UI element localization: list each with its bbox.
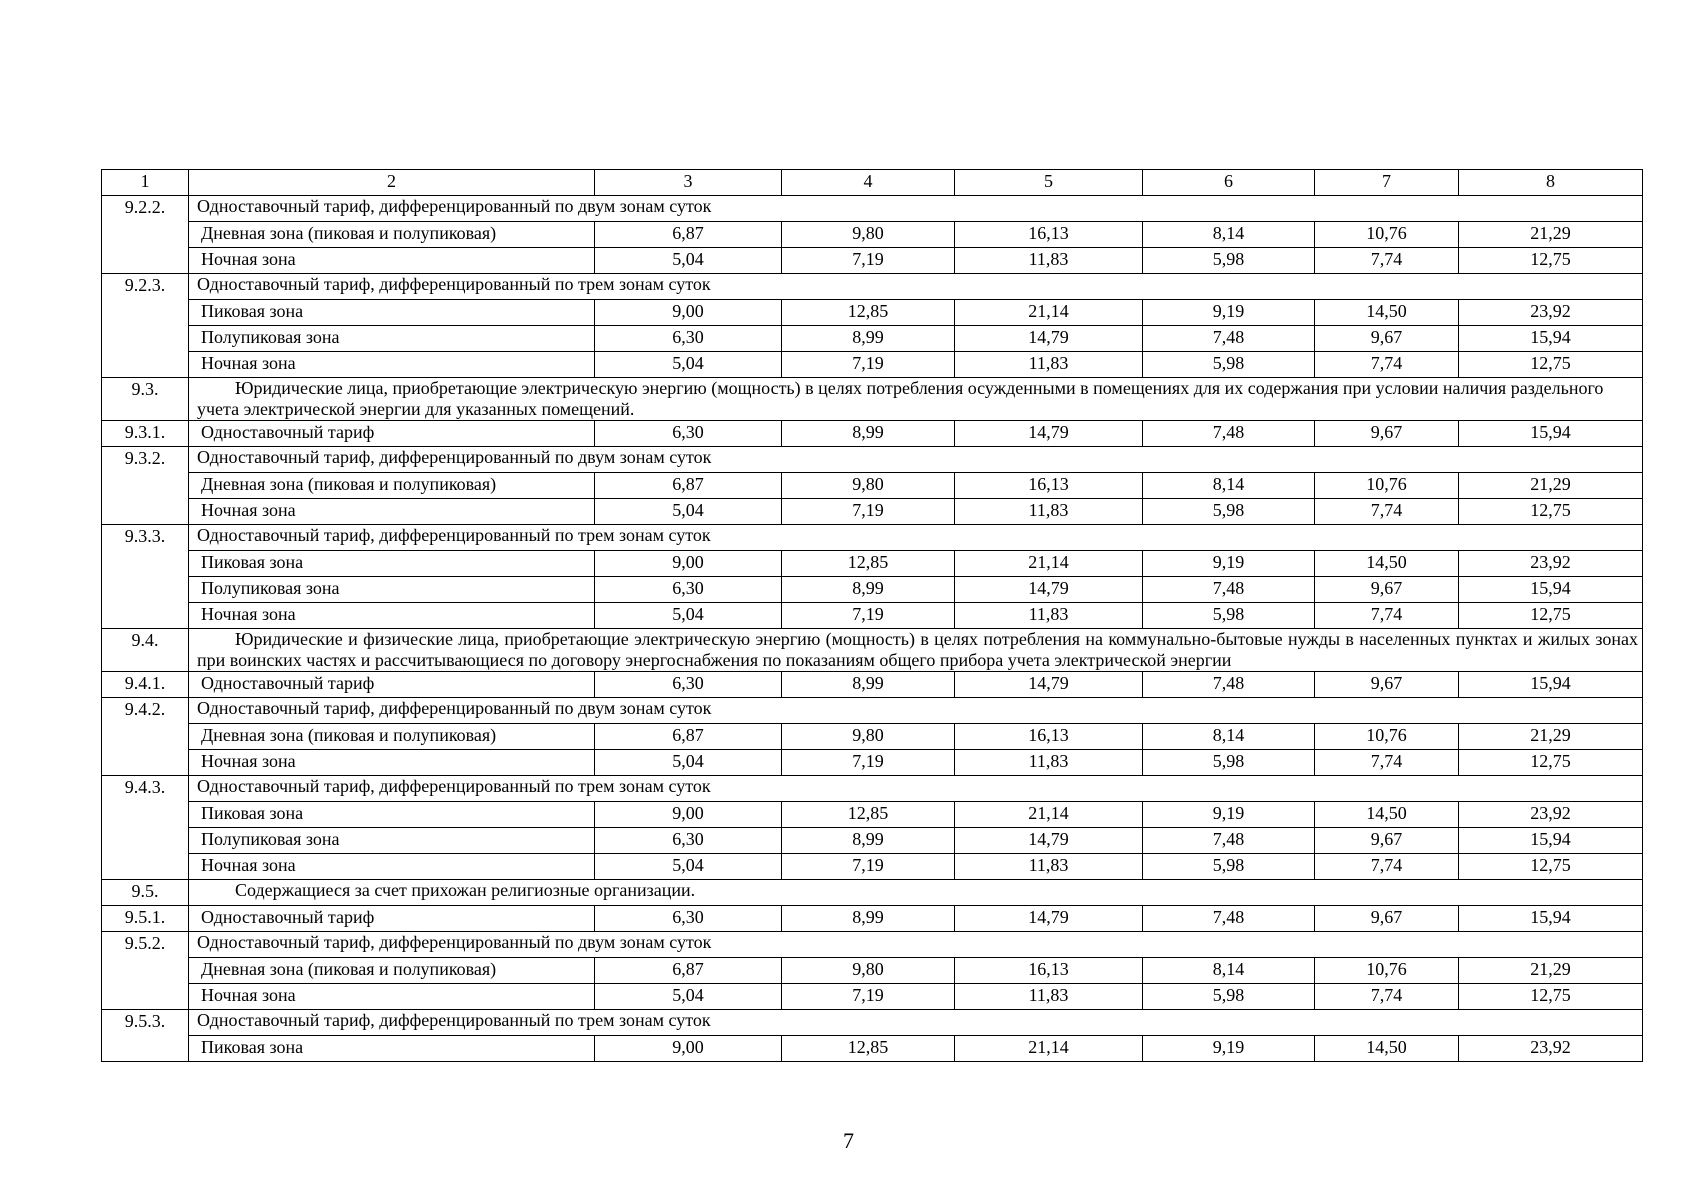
table-row (102, 828, 1643, 854)
tariff-value: 7,19 (782, 750, 955, 776)
tariff-value: 11,83 (955, 603, 1143, 629)
table-row (102, 300, 1643, 326)
tariff-table (101, 169, 1643, 1062)
row-label: Дневная зона (пиковая и полупиковая) (189, 222, 595, 248)
tariff-value: 7,74 (1315, 352, 1459, 378)
section-row (102, 196, 1643, 222)
tariff-value: 10,76 (1315, 724, 1459, 750)
tariff-value: 14,50 (1315, 551, 1459, 577)
tariff-value: 14,50 (1315, 300, 1459, 326)
table-row (102, 672, 1643, 698)
section-title: Содержащиеся за счет прихожан религиозные организации. (189, 880, 1643, 906)
table-row (102, 854, 1643, 880)
table-body (102, 196, 1643, 1062)
tariff-value: 7,48 (1143, 326, 1315, 352)
row-label: Пиковая зона (189, 802, 595, 828)
section-title: Одноставочный тариф, дифференцированный по трем зонам суток (189, 274, 1643, 300)
tariff-value: 9,19 (1143, 551, 1315, 577)
tariff-value: 6,30 (595, 421, 782, 447)
tariff-value: 5,98 (1143, 248, 1315, 274)
tariff-value: 21,14 (955, 551, 1143, 577)
tariff-value: 9,67 (1315, 421, 1459, 447)
section-title: Юридические лица, приобретающие электрическую энергию (мощность) в целях потребления осужденными в помещениях для их содержания при условии наличия раздельного учета электрической энергии для указанных помещений. (189, 378, 1643, 421)
section-code: 9.4. (102, 629, 189, 672)
tariff-value: 12,85 (782, 551, 955, 577)
section-code: 9.5. (102, 880, 189, 906)
tariff-value: 12,75 (1459, 750, 1643, 776)
tariff-value: 16,13 (955, 222, 1143, 248)
column-header: 5 (955, 170, 1143, 196)
section-row (102, 776, 1643, 802)
table-row (102, 1036, 1643, 1062)
row-label: Ночная зона (189, 499, 595, 525)
tariff-value: 16,13 (955, 724, 1143, 750)
row-label: Ночная зона (189, 352, 595, 378)
section-title: Юридические и физические лица, приобретающие электрическую энергию (мощность) в целях потребления на коммунально-бытовые нужды в населенных пунктах и жилых зонах при воинских частях и рассчитывающиеся по договору энергоснабжения по показаниям общего прибора учета электрической энергии (189, 629, 1643, 672)
table-row (102, 222, 1643, 248)
section-title: Одноставочный тариф, дифференцированный по двум зонам суток (189, 447, 1643, 473)
column-header: 3 (595, 170, 782, 196)
table-row (102, 473, 1643, 499)
tariff-value: 5,04 (595, 984, 782, 1010)
tariff-value: 8,99 (782, 577, 955, 603)
section-code: 9.4.3. (102, 776, 189, 880)
tariff-value: 9,80 (782, 473, 955, 499)
section-title: Одноставочный тариф, дифференцированный по трем зонам суток (189, 776, 1643, 802)
tariff-value: 12,85 (782, 300, 955, 326)
tariff-value: 12,75 (1459, 984, 1643, 1010)
column-header: 4 (782, 170, 955, 196)
row-code: 9.4.1. (102, 672, 189, 698)
section-title: Одноставочный тариф, дифференцированный по двум зонам суток (189, 196, 1643, 222)
tariff-value: 9,00 (595, 300, 782, 326)
section-row (102, 698, 1643, 724)
tariff-value: 12,75 (1459, 499, 1643, 525)
tariff-value: 23,92 (1459, 802, 1643, 828)
tariff-value: 14,79 (955, 906, 1143, 932)
row-label: Ночная зона (189, 750, 595, 776)
tariff-value: 9,80 (782, 958, 955, 984)
tariff-value: 7,74 (1315, 603, 1459, 629)
tariff-value: 12,75 (1459, 248, 1643, 274)
tariff-value: 7,48 (1143, 672, 1315, 698)
tariff-value: 14,79 (955, 577, 1143, 603)
tariff-value: 8,99 (782, 421, 955, 447)
tariff-value: 9,67 (1315, 326, 1459, 352)
tariff-value: 7,74 (1315, 750, 1459, 776)
section-code: 9.3.3. (102, 525, 189, 629)
row-code: 9.5.1. (102, 906, 189, 932)
tariff-value: 9,67 (1315, 672, 1459, 698)
tariff-value: 7,19 (782, 603, 955, 629)
tariff-value: 6,87 (595, 473, 782, 499)
tariff-value: 6,30 (595, 906, 782, 932)
tariff-value: 12,85 (782, 802, 955, 828)
tariff-value: 14,79 (955, 828, 1143, 854)
tariff-value: 9,00 (595, 802, 782, 828)
tariff-value: 9,00 (595, 1036, 782, 1062)
row-label: Пиковая зона (189, 1036, 595, 1062)
row-label: Одноставочный тариф (189, 672, 595, 698)
row-label: Одноставочный тариф (189, 906, 595, 932)
tariff-value: 5,04 (595, 352, 782, 378)
section-title: Одноставочный тариф, дифференцированный по двум зонам суток (189, 932, 1643, 958)
column-header: 7 (1315, 170, 1459, 196)
row-label: Ночная зона (189, 854, 595, 880)
table-row (102, 906, 1643, 932)
tariff-value: 11,83 (955, 984, 1143, 1010)
table-row (102, 984, 1643, 1010)
tariff-value: 10,76 (1315, 473, 1459, 499)
tariff-value: 10,76 (1315, 958, 1459, 984)
tariff-value: 14,50 (1315, 1036, 1459, 1062)
tariff-value: 15,94 (1459, 421, 1643, 447)
tariff-value: 5,04 (595, 603, 782, 629)
tariff-value: 9,19 (1143, 1036, 1315, 1062)
tariff-value: 14,79 (955, 326, 1143, 352)
table-row (102, 248, 1643, 274)
table-row (102, 577, 1643, 603)
tariff-value: 9,00 (595, 551, 782, 577)
tariff-value: 5,98 (1143, 750, 1315, 776)
tariff-value: 5,04 (595, 854, 782, 880)
tariff-value: 8,14 (1143, 473, 1315, 499)
section-code: 9.2.3. (102, 274, 189, 378)
section-row (102, 378, 1643, 421)
section-row (102, 447, 1643, 473)
column-header: 6 (1143, 170, 1315, 196)
tariff-value: 15,94 (1459, 672, 1643, 698)
tariff-value: 5,98 (1143, 603, 1315, 629)
row-label: Пиковая зона (189, 551, 595, 577)
tariff-value: 5,04 (595, 248, 782, 274)
header-row (102, 170, 1643, 196)
tariff-value: 23,92 (1459, 551, 1643, 577)
table-row (102, 802, 1643, 828)
row-label: Полупиковая зона (189, 577, 595, 603)
tariff-value: 9,67 (1315, 828, 1459, 854)
section-code: 9.4.2. (102, 698, 189, 776)
tariff-value: 21,14 (955, 300, 1143, 326)
tariff-value: 15,94 (1459, 906, 1643, 932)
table-row (102, 499, 1643, 525)
row-label: Дневная зона (пиковая и полупиковая) (189, 724, 595, 750)
row-label: Дневная зона (пиковая и полупиковая) (189, 473, 595, 499)
table-row (102, 750, 1643, 776)
tariff-value: 12,75 (1459, 854, 1643, 880)
tariff-value: 14,50 (1315, 802, 1459, 828)
table-row (102, 421, 1643, 447)
table-row (102, 724, 1643, 750)
tariff-value: 9,67 (1315, 577, 1459, 603)
row-label: Пиковая зона (189, 300, 595, 326)
row-code: 9.3.1. (102, 421, 189, 447)
row-label: Ночная зона (189, 248, 595, 274)
tariff-value: 11,83 (955, 248, 1143, 274)
tariff-value: 9,67 (1315, 906, 1459, 932)
section-code: 9.3. (102, 378, 189, 421)
tariff-value: 8,99 (782, 672, 955, 698)
tariff-value: 11,83 (955, 499, 1143, 525)
tariff-value: 9,80 (782, 724, 955, 750)
tariff-value: 15,94 (1459, 577, 1643, 603)
row-label: Одноставочный тариф (189, 421, 595, 447)
tariff-value: 7,19 (782, 499, 955, 525)
tariff-value: 7,74 (1315, 499, 1459, 525)
tariff-value: 12,85 (782, 1036, 955, 1062)
tariff-value: 16,13 (955, 958, 1143, 984)
tariff-value: 8,99 (782, 326, 955, 352)
tariff-value: 21,14 (955, 1036, 1143, 1062)
tariff-value: 11,83 (955, 750, 1143, 776)
tariff-value: 16,13 (955, 473, 1143, 499)
tariff-value: 6,87 (595, 958, 782, 984)
tariff-value: 15,94 (1459, 326, 1643, 352)
tariff-value: 23,92 (1459, 1036, 1643, 1062)
tariff-value: 12,75 (1459, 603, 1643, 629)
section-row (102, 880, 1643, 906)
section-code: 9.5.2. (102, 932, 189, 1010)
tariff-value: 5,04 (595, 750, 782, 776)
tariff-value: 11,83 (955, 352, 1143, 378)
table-row (102, 958, 1643, 984)
section-row (102, 1010, 1643, 1036)
tariff-value: 12,75 (1459, 352, 1643, 378)
tariff-value: 9,80 (782, 222, 955, 248)
table-row (102, 352, 1643, 378)
column-header: 1 (102, 170, 189, 196)
tariff-value: 7,48 (1143, 577, 1315, 603)
section-row (102, 629, 1643, 672)
tariff-value: 5,98 (1143, 352, 1315, 378)
tariff-value: 7,19 (782, 352, 955, 378)
tariff-value: 7,19 (782, 984, 955, 1010)
column-header: 2 (189, 170, 595, 196)
tariff-value: 8,14 (1143, 222, 1315, 248)
tariff-value: 21,29 (1459, 724, 1643, 750)
tariff-value: 5,04 (595, 499, 782, 525)
column-header: 8 (1459, 170, 1643, 196)
tariff-value: 10,76 (1315, 222, 1459, 248)
tariff-value: 21,29 (1459, 958, 1643, 984)
tariff-value: 7,19 (782, 854, 955, 880)
table-row (102, 326, 1643, 352)
tariff-value: 5,98 (1143, 499, 1315, 525)
tariff-value: 9,19 (1143, 802, 1315, 828)
page-number: 7 (843, 1128, 854, 1153)
tariff-value: 5,98 (1143, 854, 1315, 880)
tariff-value: 9,19 (1143, 300, 1315, 326)
tariff-value: 21,14 (955, 802, 1143, 828)
tariff-value: 23,92 (1459, 300, 1643, 326)
tariff-value: 7,48 (1143, 421, 1315, 447)
tariff-value: 6,30 (595, 828, 782, 854)
tariff-value: 7,74 (1315, 248, 1459, 274)
tariff-value: 14,79 (955, 421, 1143, 447)
tariff-value: 6,30 (595, 672, 782, 698)
tariff-value: 14,79 (955, 672, 1143, 698)
row-label: Ночная зона (189, 603, 595, 629)
section-row (102, 525, 1643, 551)
tariff-value: 21,29 (1459, 222, 1643, 248)
tariff-value: 7,48 (1143, 828, 1315, 854)
row-label: Полупиковая зона (189, 828, 595, 854)
tariff-value: 6,87 (595, 222, 782, 248)
section-code: 9.5.3. (102, 1010, 189, 1062)
section-title: Одноставочный тариф, дифференцированный по трем зонам суток (189, 1010, 1643, 1036)
section-code: 9.2.2. (102, 196, 189, 274)
tariff-value: 6,30 (595, 577, 782, 603)
tariff-value: 7,19 (782, 248, 955, 274)
tariff-value: 7,74 (1315, 984, 1459, 1010)
tariff-value: 6,87 (595, 724, 782, 750)
section-title: Одноставочный тариф, дифференцированный по двум зонам суток (189, 698, 1643, 724)
tariff-value: 7,48 (1143, 906, 1315, 932)
section-row (102, 932, 1643, 958)
tariff-value: 8,14 (1143, 724, 1315, 750)
tariff-value: 11,83 (955, 854, 1143, 880)
tariff-value: 15,94 (1459, 828, 1643, 854)
section-title: Одноставочный тариф, дифференцированный по трем зонам суток (189, 525, 1643, 551)
section-row (102, 274, 1643, 300)
row-label: Полупиковая зона (189, 326, 595, 352)
tariff-value: 5,98 (1143, 984, 1315, 1010)
tariff-value: 21,29 (1459, 473, 1643, 499)
table-row (102, 603, 1643, 629)
tariff-value: 8,99 (782, 828, 955, 854)
row-label: Ночная зона (189, 984, 595, 1010)
tariff-value: 8,99 (782, 906, 955, 932)
tariff-value: 6,30 (595, 326, 782, 352)
tariff-value: 7,74 (1315, 854, 1459, 880)
section-code: 9.3.2. (102, 447, 189, 525)
table-row (102, 551, 1643, 577)
row-label: Дневная зона (пиковая и полупиковая) (189, 958, 595, 984)
tariff-value: 8,14 (1143, 958, 1315, 984)
